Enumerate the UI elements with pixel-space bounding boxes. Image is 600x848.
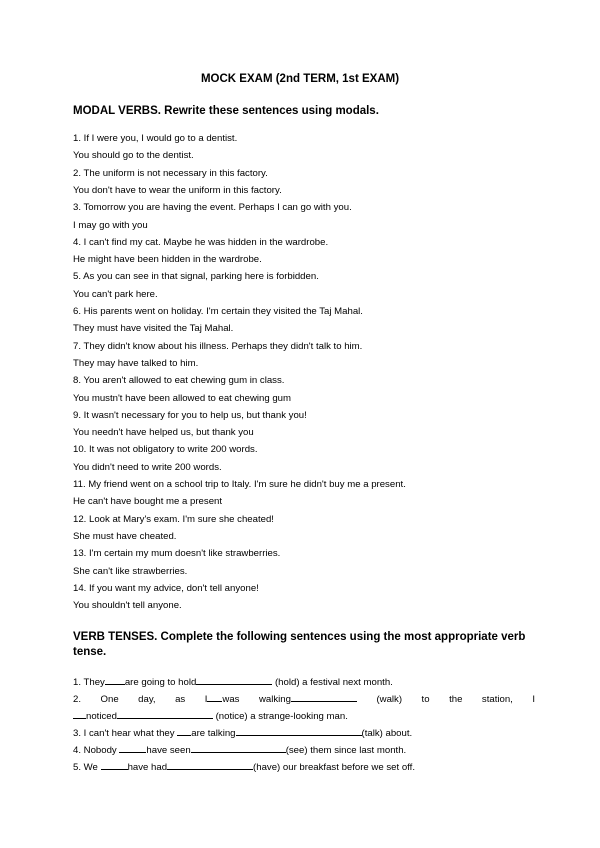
answer-text: have seen (146, 745, 191, 756)
answer-sentence: You mustn't have been allowed to eat chewing gum (73, 392, 292, 404)
prompt-sentence: 5. As you can see in that signal, parking here is forbidden. (73, 271, 319, 283)
prompt-sentence: 1. If I were you, I would go to a dentist. (73, 133, 238, 144)
verb-item-1: 1. They are going to hold (hold) a festival next month. (73, 677, 393, 688)
answer-sentence: You needn't have helped us, but thank you (73, 427, 254, 439)
blank-line (105, 675, 125, 685)
blank-line (191, 743, 286, 753)
prompt-sentence: 13. I'm certain my mum doesn't like strawberries. (73, 548, 281, 560)
verb-item-2-line-1: 2. One day, as I was walking (walk) to the station, I (73, 694, 536, 705)
answer-text: are going to hold (124, 677, 197, 688)
prompt-sentence: 8. You aren't allowed to eat chewing gum in class. (73, 375, 285, 387)
answer-text: noticed (86, 711, 117, 722)
prompt-sentence: 7. They didn't know about his illness. Perhaps they didn't talk to him. (73, 340, 363, 352)
verb-item-2-line-2: noticed (notice) a strange-looking man. (73, 709, 535, 723)
blank-line (117, 709, 213, 719)
page-title: MOCK EXAM (2nd TERM, 1st EXAM) (200, 73, 400, 85)
prompt-sentence: 10. It was not obligatory to write 200 words. (73, 444, 258, 456)
verb-item-4: 4. Nobody have seen (see) them since last month. (73, 745, 407, 756)
prompt-sentence: 6. His parents went on holiday. I'm certain they visited the Taj Mahal. (73, 306, 363, 317)
prompt-sentence: 12. Look at Mary's exam. I'm sure she cheated! (73, 513, 274, 525)
answer-text: was (222, 694, 240, 705)
answer-text: have had (127, 762, 168, 773)
answer-text: walking (258, 694, 291, 705)
prompt-sentence: 9. It wasn't necessary for you to help us, but thank you! (73, 409, 307, 421)
answer-sentence: He might have been hidden in the wardrobe. (73, 254, 262, 266)
prompt-sentence: 2. The uniform is not necessary in this factory. (73, 167, 268, 179)
verb-item-5: 5. We have had (have) our breakfast before we set off. (73, 762, 415, 773)
answer-sentence: I may go with you (73, 219, 148, 231)
blank-line (119, 743, 146, 753)
answer-sentence: You can't park here. (73, 288, 158, 300)
prompt-sentence: 14. If you want my advice, don't tell anyone! (73, 582, 259, 594)
answer-sentence: They must have visited the Taj Mahal. (73, 323, 234, 335)
answer-sentence: She can't like strawberries. (73, 565, 188, 577)
blank-line (207, 692, 222, 702)
answer-text: are talking (191, 728, 236, 739)
prompt-sentence: 3. Tomorrow you are having the event. Perhaps I can go with you. (73, 202, 352, 214)
answer-sentence: You don't have to wear the uniform in this factory. (73, 184, 282, 196)
blank-line (167, 760, 253, 770)
answer-sentence: They may have talked to him. (73, 357, 199, 369)
answer-sentence: He can't have bought me a present (73, 496, 223, 508)
blank-line (291, 692, 357, 702)
prompt-sentence: 11. My friend went on a school trip to Italy. I'm sure he didn't buy me a present. (73, 479, 406, 490)
prompt-sentence: 4. I can't find my cat. Maybe he was hidden in the wardrobe. (73, 236, 329, 248)
answer-sentence: You should go to the dentist. (73, 150, 194, 162)
answer-sentence: You shouldn't tell anyone. (73, 600, 182, 612)
section-heading-modal-verbs: MODAL VERBS. Rewrite these sentences using modals. (73, 105, 379, 117)
blank-line (73, 709, 86, 719)
blank-line (196, 675, 272, 685)
verb-item-3: 3. I can't hear what they are talking (talk) about. (73, 728, 413, 739)
blank-line (101, 760, 128, 770)
blank-line (236, 726, 362, 736)
answer-sentence: She must have cheated. (73, 530, 177, 542)
section-heading-verb-tenses: VERB TENSES. Complete the following sentences using the most appropriate verb tense. (73, 631, 526, 658)
blank-line (177, 726, 191, 736)
answer-sentence: You didn't need to write 200 words. (73, 461, 222, 473)
